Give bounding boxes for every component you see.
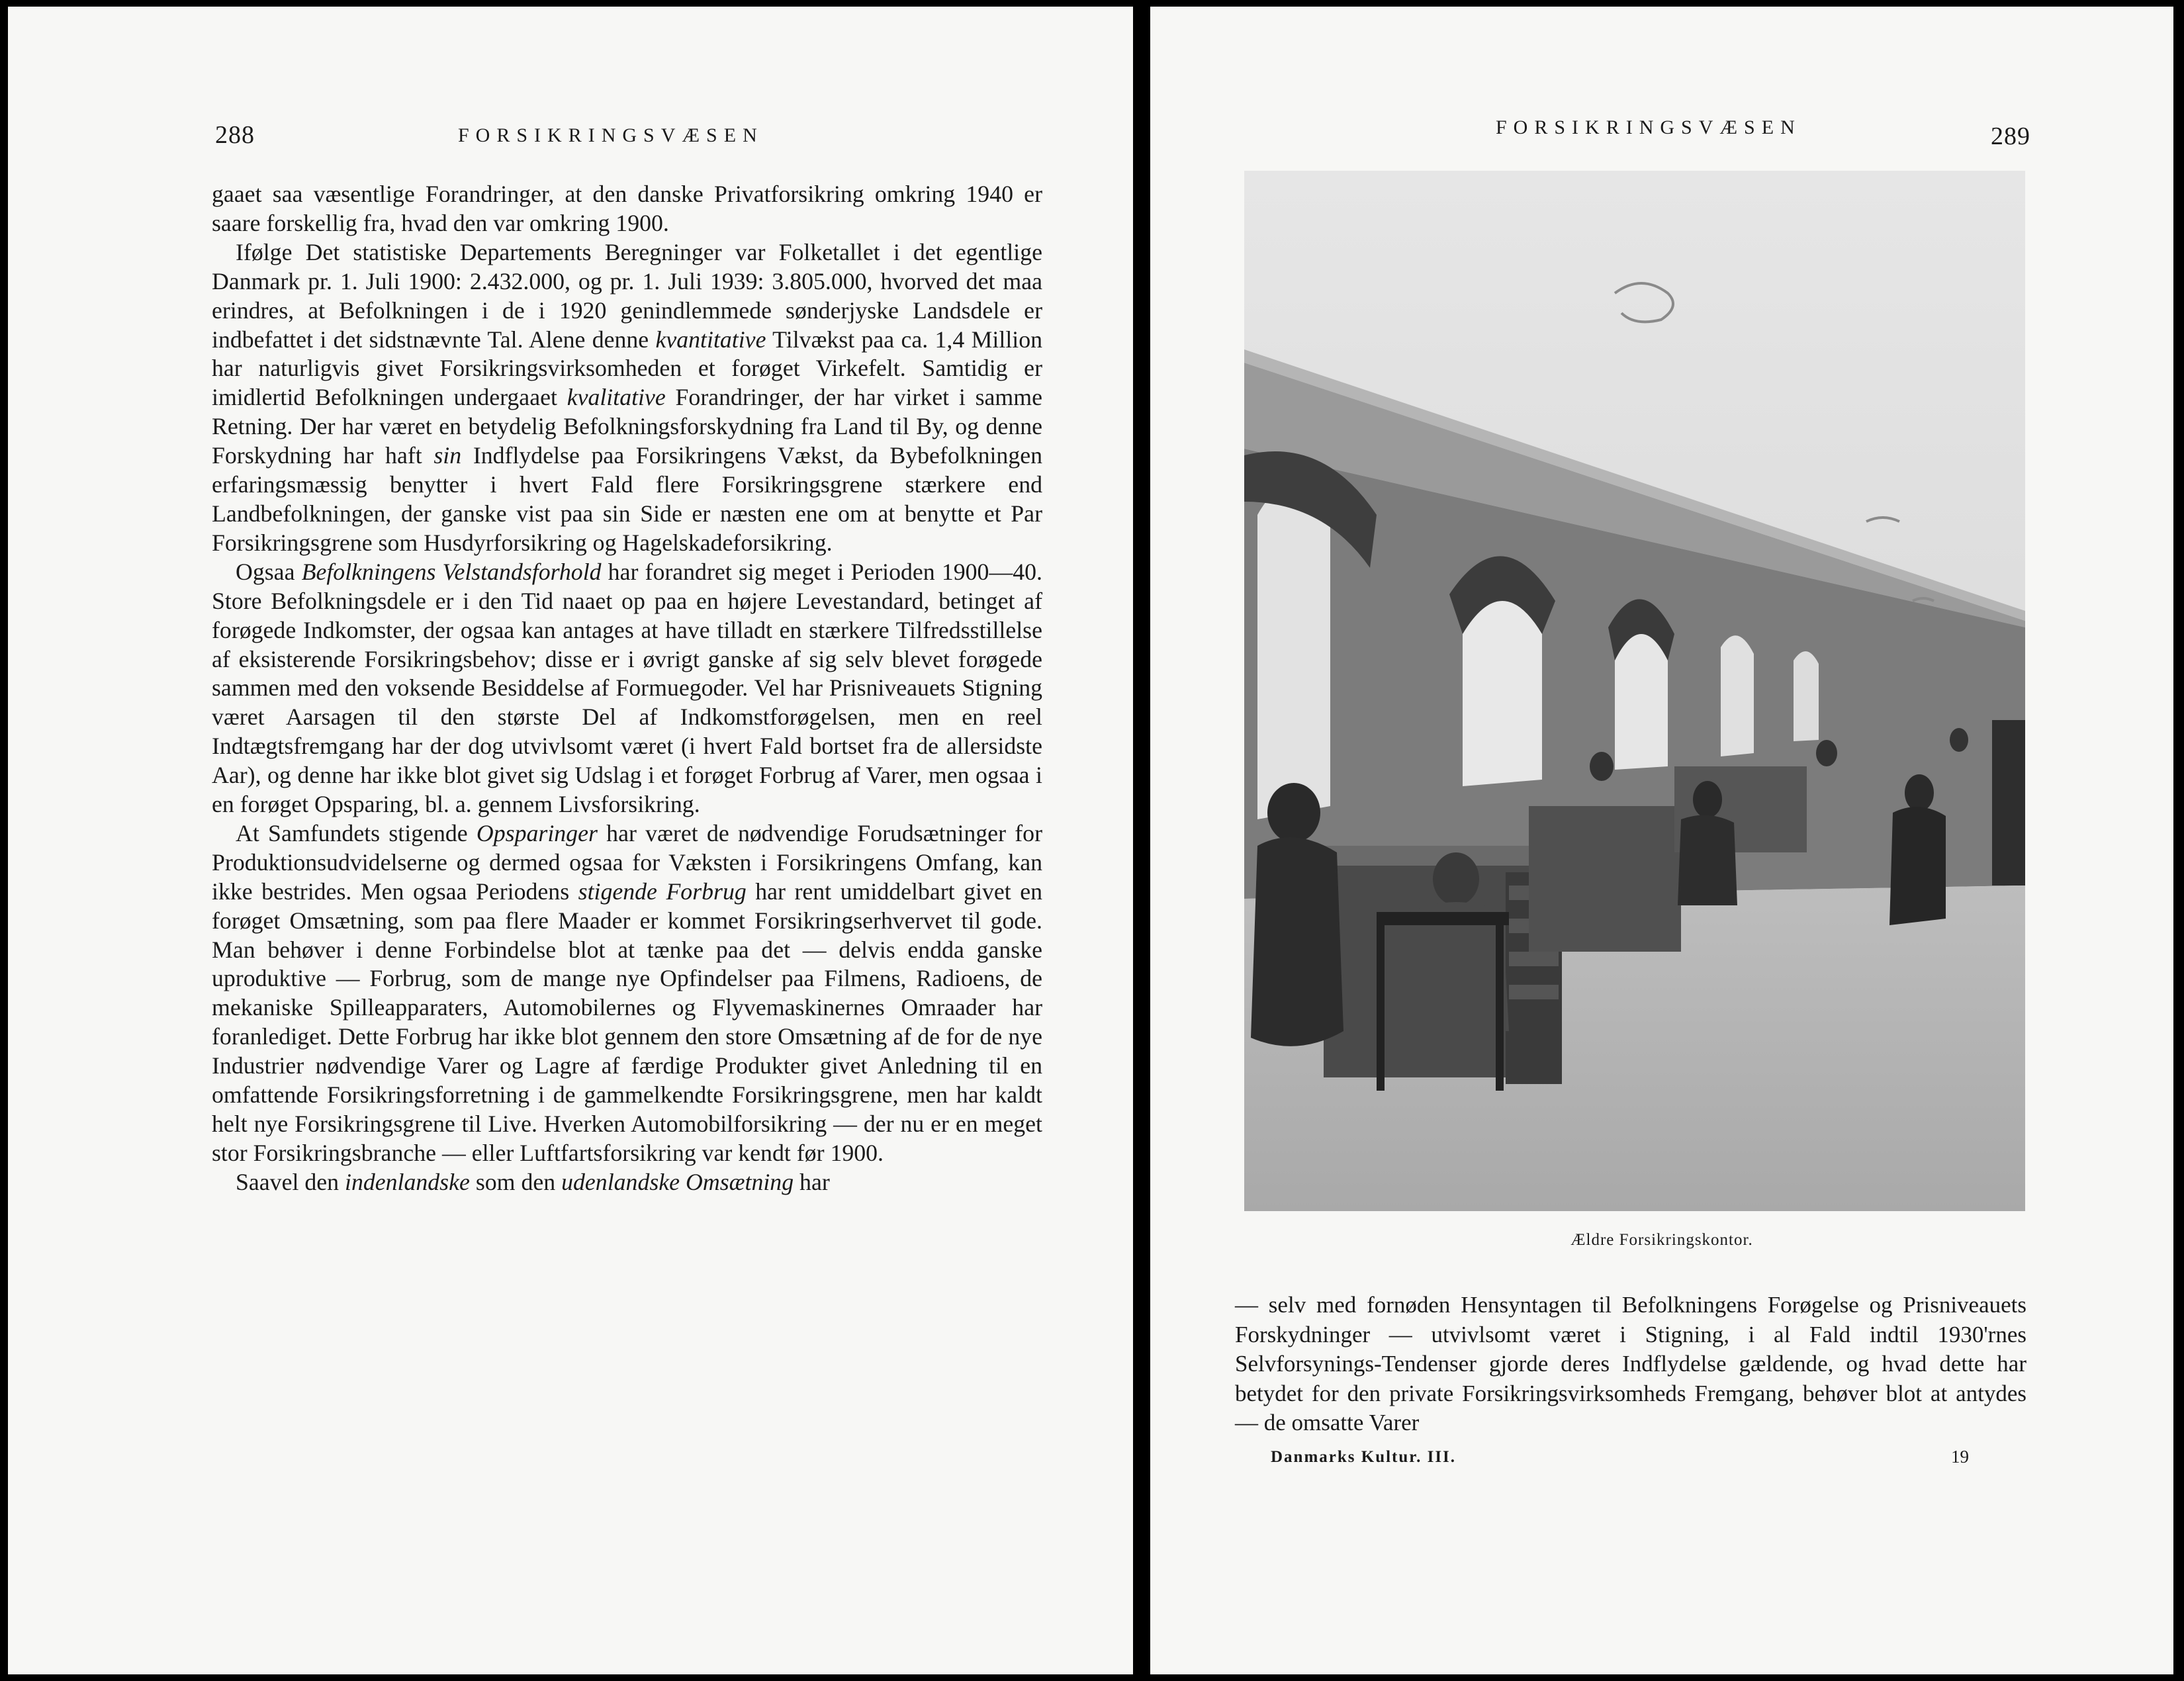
text-run: At Samfundets stigende <box>236 819 477 846</box>
page-number: 289 <box>1991 122 2030 150</box>
emphasis-text: Opsparinger <box>476 819 598 846</box>
sheet-number: 19 <box>1951 1447 1969 1467</box>
text-run: gaaet saa væsentlige Forandringer, at den danske Privatforsikring omkring 1940 er saare forskellig fra, hvad den var omkring 1900. <box>212 181 1042 236</box>
text-run: Indflydelse paa Forsikringens Vækst, da Bybefolkningen erfaringsmæssig benytter i hvert Fald flere Forsikringsgrene stærkere end Landbefolkningen, der ganske vist paa sin Side er næsten ene om at benytte et Par Forsikringsgrene som Husdyrforsikring og Hagelskadeforsikring. <box>212 442 1043 556</box>
emphasis-text: udenlandske Omsætning <box>561 1168 794 1195</box>
office-photograph <box>1244 171 2025 1211</box>
emphasis-text: kvalitative <box>567 384 666 411</box>
body-text <box>1235 1291 2026 1438</box>
paragraph <box>212 180 1042 238</box>
paragraph <box>212 819 1042 1168</box>
running-head: FORSIKRINGSVÆSEN <box>458 124 764 146</box>
emphasis-text: sin <box>433 442 462 469</box>
paragraph <box>212 558 1042 819</box>
signature-mark: Danmarks Kultur. III. <box>1271 1448 1457 1466</box>
body-text <box>212 180 1042 1197</box>
left-page <box>8 7 1133 1674</box>
emphasis-text: stigende Forbrug <box>578 878 747 905</box>
text-run: har forandret sig meget i Perioden 1900—40. Store Befolkningsdele er i den Tid naaet op paa en højere Levestandard, betinget af forøgede Indkomster, der ogsaa kan antages at have tilladt en stærkere Tilfredsstillelse af eksisterende Forsikringsbehov; disse er i øvrigt ganske af sig selv blevet forøgede sammen med den voksende Besiddelse af Formuegoder. Vel har Prisniveauets Stigning været Aarsagen til den største Del af Indkomstforøgelsen, men en reel Indtægtsfremgang har der dog utvivlsomt været (i hvert Fald bortset fra de allersidste Aar), og denne har ikke blot givet sig Udslag i et forøget Forbrug af Varer, men ogsaa i en forøget Opsparing, bl. a. gennem Livsforsikring. <box>212 558 1042 818</box>
right-page <box>1150 7 2173 1674</box>
emphasis-text: indenlandske <box>345 1168 470 1195</box>
figure-caption: Ældre Forsikringskontor. <box>1570 1231 1753 1249</box>
text-run: Ifølge Det statistiske Departements Beregninger var Folketallet i det egentlige Danmark pr. 1. Juli 1900: 2.432.000, og pr. 1. Juli 1939: 3.805.000, hvorved det maa erindres, at Befolkningen i de i 1920 genindlemmede sønderjyske Landsdele er indbefattet i det sidstnævnte Tal. Alene denne <box>212 238 1042 353</box>
page-number: 288 <box>215 121 255 149</box>
text-run: Tilvækst paa ca. 1,4 Million har naturligvis givet Forsikringsvirksomheden et forøget Virkefelt. Samtidig er imidlertid Befolkningen undergaaet <box>212 326 1043 411</box>
text-run: Forandringer, der har virket i samme Retning. Der har været en betydelig Befolkningsforskydning fra Land til By, og denne Forskydning har haft <box>212 384 1042 469</box>
text-run: som den <box>469 1168 562 1195</box>
text-run: — selv med fornøden Hensyntagen til Befolkningens Forøgelse og Prisniveauets Forskydninger — utvivlsomt været i Stigning, i al Fald indtil 1930'rnes Selvforsynings-Tendenser gjorde deres Indflydelse gældende, og hvad dette har betydet for den private Forsikringsvirksomheds Fremgang, behøver blot at antydes — de omsatte Varer <box>1235 1292 2026 1435</box>
emphasis-text: Befolkningens Velstandsforhold <box>301 558 602 585</box>
emphasis-text: kvantitative <box>655 326 766 353</box>
text-run: Ogsaa <box>236 558 302 585</box>
text-run: har været de nødvendige Forudsætninger for Produktionsudvidelserne og dermed ogsaa for Væksten i Forsikringens Omfang, kan ikke bestrides. Men ogsaa Periodens <box>212 819 1042 905</box>
paragraph <box>1235 1291 2026 1438</box>
text-run: Saavel den <box>236 1168 345 1195</box>
text-run: har rent umiddelbart givet en forøget Omsætning, som paa flere Maader er kommet Forsikringserhvervet til gode. Man behøver i denne Forbindelse blot at tænke paa det — delvis endda ganske uproduktive — Forbrug, som de mange nye Opfindelser paa Filmens, Radioens, de mekaniske Spilleapparaters, Automobilernes og Flyvemaskinernes Omraader har foranlediget. Dette Forbrug har ikke blot gennem den store Omsætning af de for de nye Industrier nødvendige Varer og Lagre af færdige Produkter givet Anledning til en omfattende Forsikringsforretning i de gammelkendte Forsikringsgrene, men har kaldt helt nye Forsikringsgrene til Live. Hverken Automobilforsikring — der nu er en meget stor Forsikringsbranche — eller Luftfartsforsikring var kendt før 1900. <box>212 878 1042 1166</box>
paragraph <box>212 238 1042 558</box>
running-head: FORSIKRINGSVÆSEN <box>1496 116 1801 138</box>
paragraph <box>212 1168 1042 1197</box>
text-run: har <box>794 1168 830 1195</box>
